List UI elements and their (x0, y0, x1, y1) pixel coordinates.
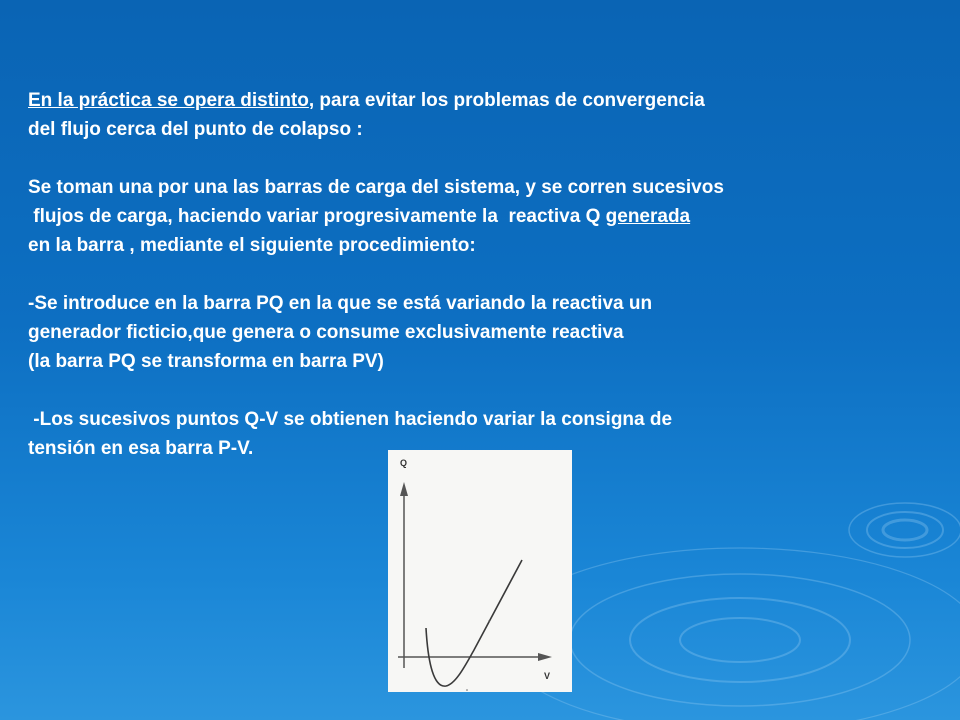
text-line (28, 173, 928, 202)
slide-body-text (28, 86, 928, 463)
text-segment: -Se introduce en la barra PQ en la que se está variando la reactiva un (28, 293, 653, 314)
text-line (28, 86, 928, 115)
paragraph-gap (28, 376, 928, 405)
paragraph-gap (28, 260, 928, 289)
x-axis-label: V (544, 671, 551, 681)
text-line (28, 115, 928, 144)
text-segment: del flujo cerca del punto de colapso : (28, 119, 363, 140)
text-line (28, 347, 928, 376)
text-segment: (la barra PQ se transforma en barra PV) (28, 351, 384, 372)
text-line (28, 202, 928, 231)
text-segment: tensión en esa barra P-V. (28, 438, 254, 459)
text-line (28, 318, 928, 347)
paragraph-gap (28, 144, 928, 173)
text-line (28, 289, 928, 318)
text-line (28, 405, 928, 434)
paragraph (28, 86, 928, 144)
text-segment: en la barra , mediante el siguiente procedimiento: (28, 235, 476, 256)
text-line (28, 231, 928, 260)
y-axis-arrow (400, 482, 408, 496)
scan-speck (466, 689, 468, 691)
y-axis-label: Q (400, 458, 408, 468)
underlined-text: En la práctica se opera distinto (28, 90, 309, 111)
underlined-text: generada (605, 206, 691, 227)
scan-speck (488, 620, 490, 622)
text-segment: flujos de carga, haciendo variar progresivamente la reactiva Q (28, 206, 606, 227)
text-segment: , para evitar los problemas de convergencia (308, 90, 705, 111)
text-segment: generador ficticio,que genera o consume exclusivamente reactiva (28, 322, 624, 343)
paragraph (28, 289, 928, 376)
text-segment: -Los sucesivos puntos Q-V se obtienen haciendo variar la consigna de (28, 409, 673, 430)
qv-curve-figure (388, 450, 572, 692)
qv-curve (426, 560, 522, 686)
paragraph (28, 173, 928, 260)
qv-curve-graph (388, 450, 572, 692)
x-axis-arrow (538, 653, 552, 661)
text-segment: Se toman una por una las barras de carga del sistema, y se corren sucesivos (28, 177, 724, 198)
